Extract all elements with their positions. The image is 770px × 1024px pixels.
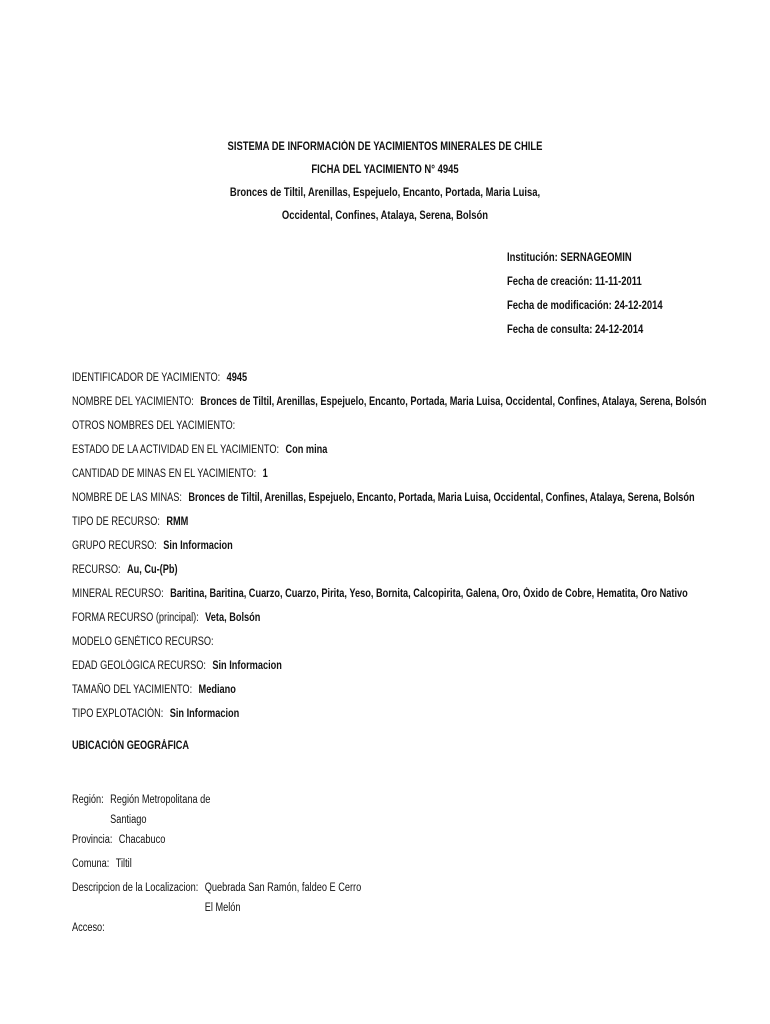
- field-label: EDAD GEOLÓGICA RECURSO:: [72, 660, 206, 672]
- field-label: CANTIDAD DE MINAS EN EL YACIMIENTO:: [72, 468, 257, 480]
- field-label: NOMBRE DE LAS MINAS:: [72, 492, 182, 504]
- field-value: Au, Cu-(Pb): [126, 564, 178, 576]
- field-edad-geologica: [72, 654, 624, 678]
- geo-region: [72, 790, 230, 830]
- field-tamano: [72, 678, 624, 702]
- field-value: Baritina, Baritina, Cuarzo, Cuarzo, Pirita, Yeso, Bornita, Calcopirita, Galena, Oro, Óxido de Cobre, Hematita, Oro Nativo: [170, 588, 688, 600]
- field-value: Bronces de Tiltil, Arenillas, Espejuelo, Encanto, Portada, Maria Luisa, Occidental, Confines, Atalaya, Serena, Bolsón: [188, 492, 695, 504]
- field-value: Mediano: [198, 684, 236, 696]
- field-forma-recurso: [72, 606, 624, 630]
- field-value: Sin Informacion: [163, 540, 233, 552]
- field-recurso: [72, 558, 624, 582]
- field-cantidad-minas: [72, 462, 624, 486]
- field-tipo-recurso: [72, 510, 624, 534]
- geo-value: Tiltil: [115, 858, 132, 870]
- field-modelo-genetico: [72, 630, 624, 654]
- field-value: Sin Informacion: [169, 708, 240, 720]
- geo-label: Comuna:: [72, 858, 110, 870]
- geo-acceso: [72, 918, 111, 938]
- geo-value: Quebrada San Ramón, faldeo E Cerro El Melón: [204, 882, 362, 914]
- field-nombre-minas: [72, 486, 695, 510]
- field-tipo-explotacion: [72, 702, 624, 726]
- field-value: Con mina: [285, 444, 328, 456]
- field-otros-nombres: [72, 414, 624, 438]
- document-header: [0, 136, 770, 228]
- geo-label: Región:: [72, 794, 104, 806]
- field-grupo-recurso: [72, 534, 624, 558]
- geo-value: Chacabuco: [118, 834, 166, 846]
- field-label: NOMBRE DEL YACIMIENTO:: [72, 396, 194, 408]
- field-value: Veta, Bolsón: [205, 612, 261, 624]
- deposit-names-line-1: Bronces de Tiltil, Arenillas, Espejuelo, Encanto, Portada, Maria Luisa,: [229, 187, 541, 199]
- geo-value: Región Metropolitana de Santiago: [110, 794, 211, 826]
- geo-label: Acceso:: [72, 922, 105, 934]
- field-value: 4945: [226, 372, 248, 384]
- field-value: RMM: [166, 516, 189, 528]
- field-value: Bronces de Tiltil, Arenillas, Espejuelo, Encanto, Portada, Maria Luisa, Occidental, Confines, Atalaya, Serena, Bolsón: [200, 396, 707, 408]
- field-estado: [72, 438, 624, 462]
- document-meta: [507, 246, 697, 342]
- field-label: IDENTIFICADOR DE YACIMIENTO:: [72, 372, 221, 384]
- system-title: SISTEMA DE INFORMACIÓN DE YACIMIENTOS MINERALES DE CHILE: [227, 141, 543, 153]
- institucion: Institución: SERNAGEOMIN: [507, 252, 632, 264]
- deposit-names-line-2: Occidental, Confines, Atalaya, Serena, Bolsón: [281, 210, 489, 222]
- field-label: MODELO GENÉTICO RECURSO:: [72, 636, 214, 648]
- ubicacion-section-title: UBICACIÓN GEOGRÁFICA: [72, 740, 190, 752]
- field-label: OTROS NOMBRES DEL YACIMIENTO:: [72, 420, 236, 432]
- fecha-modificacion: Fecha de modificación: 24-12-2014: [507, 300, 663, 312]
- field-value: 1: [262, 468, 268, 480]
- field-label: RECURSO:: [72, 564, 121, 576]
- field-label: MINERAL RECURSO:: [72, 588, 164, 600]
- field-mineral-recurso: [72, 582, 688, 606]
- geo-label: Provincia:: [72, 834, 113, 846]
- fecha-consulta: Fecha de consulta: 24-12-2014: [507, 324, 644, 336]
- field-label: TIPO EXPLOTACIÓN:: [72, 708, 164, 720]
- geo-localizacion: [72, 878, 365, 918]
- geo-label: Descripcion de la Localizacion:: [72, 882, 199, 894]
- geo-provincia: [72, 830, 165, 850]
- field-label: TIPO DE RECURSO:: [72, 516, 160, 528]
- ficha-title: FICHA DEL YACIMIENTO N° 4945: [311, 164, 459, 176]
- geo-comuna: [72, 854, 132, 874]
- field-label: TAMAÑO DEL YACIMIENTO:: [72, 684, 193, 696]
- fecha-creacion: Fecha de creación: 11-11-2011: [507, 276, 642, 288]
- field-label: GRUPO RECURSO:: [72, 540, 157, 552]
- field-identificador: [72, 366, 624, 390]
- field-label: ESTADO DE LA ACTIVIDAD EN EL YACIMIENTO:: [72, 444, 280, 456]
- deposit-fields: [72, 366, 762, 726]
- field-nombre: [72, 390, 707, 414]
- field-label: FORMA RECURSO (principal):: [72, 612, 199, 624]
- field-value: Sin Informacion: [212, 660, 282, 672]
